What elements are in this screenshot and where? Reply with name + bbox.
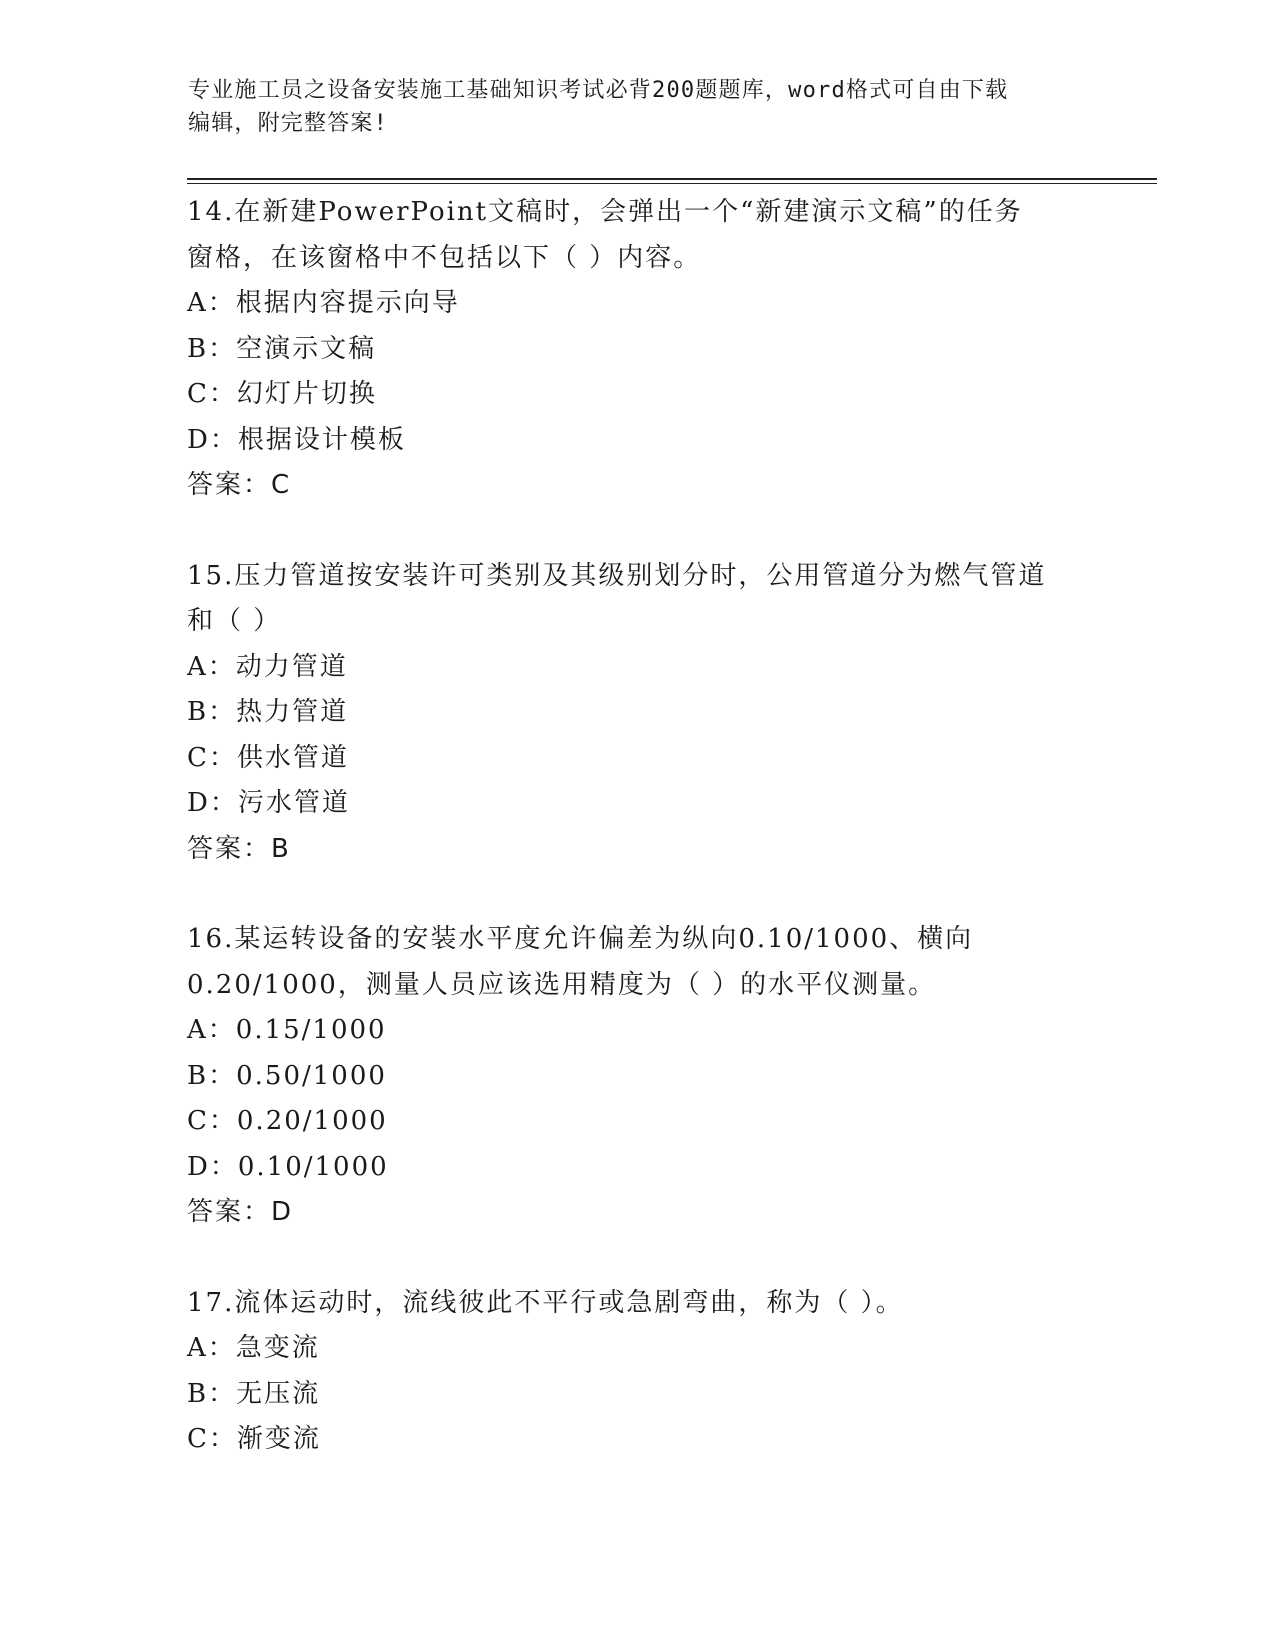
option-a: A：急变流 [187, 1333, 320, 1363]
question-16 [187, 917, 1087, 1236]
question-stem: 和（ ） [187, 606, 282, 636]
question-list [187, 190, 1087, 1463]
option-b: B：无压流 [187, 1378, 321, 1409]
question-stem: 16.某运转设备的安装水平度允许偏差为纵向0.10/1000、横向 [187, 924, 974, 954]
option-d: D：根据设计模板 [187, 424, 406, 455]
header-line: 专业施工员之设备安装施工基础知识考试必背200题题库，word格式可自由下载 [188, 78, 1009, 103]
option-d: D：污水管道 [187, 788, 350, 818]
answer-line: 答案：C [187, 470, 292, 500]
header-divider [187, 183, 1157, 184]
option-d: D：0.10/1000 [187, 1151, 389, 1182]
option-c: C：渐变流 [187, 1424, 321, 1454]
question-17 [187, 1281, 1087, 1463]
question-stem: 14.在新建PowerPoint文稿时，会弹出一个“新建演示文稿”的任务 [187, 197, 1023, 227]
option-a: A：根据内容提示向导 [187, 288, 460, 318]
option-b: B：0.50/1000 [187, 1060, 387, 1091]
option-b: B：热力管道 [187, 697, 349, 727]
answer-line: 答案：D [187, 1197, 294, 1227]
option-c: C：幻灯片切换 [187, 379, 377, 409]
option-c: C：供水管道 [187, 742, 349, 773]
answer-line: 答案：B [187, 833, 291, 864]
question-15 [187, 554, 1087, 873]
question-stem: 17.流体运动时，流线彼此不平行或急剧弯曲，称为（ ）。 [187, 1287, 904, 1318]
header-line: 编辑，附完整答案! [188, 111, 389, 136]
question-stem: 窗格，在该窗格中不包括以下（ ）内容。 [187, 242, 702, 273]
header-divider [187, 178, 1157, 180]
option-c: C：0.20/1000 [187, 1106, 388, 1136]
document-header [188, 74, 1078, 140]
question-stem: 15.压力管道按安装许可类别及其级别划分时，公用管道分为燃气管道 [187, 560, 1047, 591]
option-a: A：0.15/1000 [187, 1015, 387, 1045]
question-14 [187, 190, 1087, 509]
option-b: B：空演示文稿 [187, 333, 377, 364]
question-stem: 0.20/1000，测量人员应该选用精度为（ ）的水平仪测量。 [187, 969, 937, 1000]
option-a: A：动力管道 [187, 651, 348, 682]
